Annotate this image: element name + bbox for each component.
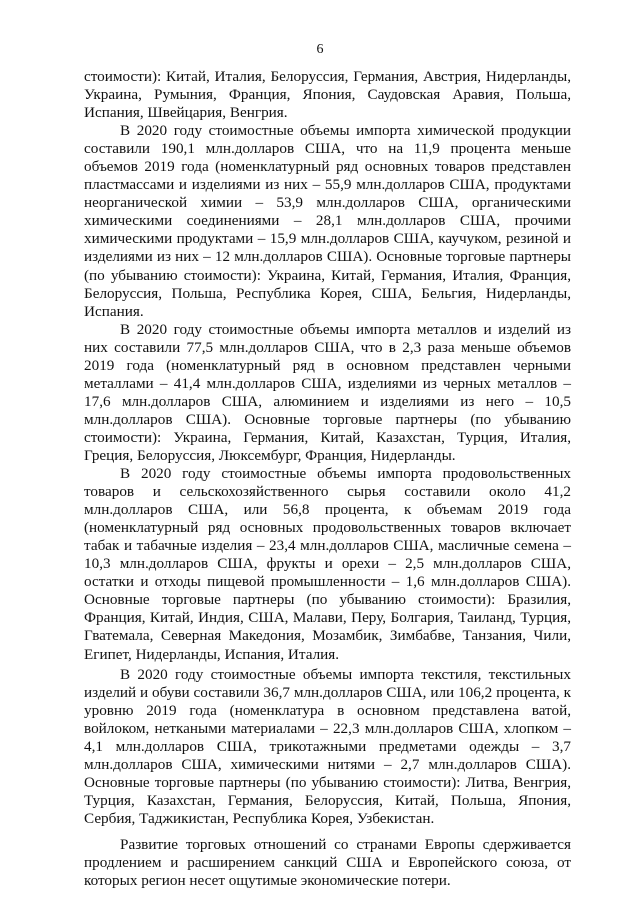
paragraph-food-imports: В 2020 году стоимостные объемы импорта продовольственных товаров и сельскохозяйственного сырья составили около 41,2 млн.долларов США, или 56,8 процента, к объемам 2019 года (номенклатурный ряд основных продовольственных товаров включает табак и табачные изделия – 23,4 млн.долларов США, масличные семена – 10,3 млн.долларов США, фрукты и орехи – 2,5 млн.долларов США, остатки и отходы пищевой промышленности – 1,6 млн.долларов США). Основные торговые партнеры (по убыванию стоимости): Бразилия, Франция, Китай, Индия, США, Малави, Перу, Болгария, Таиланд, Турция, Гватемала, Северная Македония, Мозамбик, Зимбабве, Танзания, Чили, Египет, Нидерланды, Испания, Италия. [84, 465, 571, 663]
page-number: 6 [316, 42, 324, 57]
paragraph-metal-imports: В 2020 году стоимостные объемы импорта металлов и изделий из них составили 77,5 млн.долларов США, что в 2,3 раза меньше объемов 2019 года (номенклатурный ряд в основном представлен черными металлами – 41,4 млн.долларов США, изделиями из черных металлов – 17,6 млн.долларов США, алюминием и изделиями из него – 10,5 млн.долларов США). Основные торговые партнеры (по убыванию стоимости): Украина, Германия, Китай, Казахстан, Турция, Италия, Греция, Белоруссия, Люксембург, Франция, Нидерланды. [84, 320, 571, 464]
paragraph-import-partners-continued: стоимости): Китай, Италия, Белоруссия, Германия, Австрия, Нидерланды, Украина, Румыния, Франция, Япония, Саудовская Аравия, Польша, Испания, Швейцария, Венгрия. [84, 68, 571, 122]
document-body [84, 68, 571, 890]
paragraph-textile-imports: В 2020 году стоимостные объемы импорта текстиля, текстильных изделий и обуви составили 36,7 млн.долларов США, или 106,2 процента, к уровню 2019 года (номенклатура в основном представлена ватой, войлоком, неткаными материалами – 22,3 млн.долларов США, хлопком – 4,1 млн.долларов США, трикотажными предметами одежды – 3,7 млн.долларов США, химическими нитями – 2,7 млн.долларов США). Основные торговые партнеры (по убыванию стоимости): Литва, Венгрия, Турция, Казахстан, Германия, Белоруссия, Китай, Польша, Япония, Сербия, Таджикистан, Республика Корея, Узбекистан. [84, 665, 571, 827]
paragraph-europe-trade: Развитие торговых отношений со странами Европы сдерживается продлением и расширением санкций США и Европейского союза, от которых регион несет ощутимые экономические потери. [84, 835, 571, 890]
paragraph-chemical-imports: В 2020 году стоимостные объемы импорта химической продукции составили 190,1 млн.долларов США, что на 11,9 процента меньше объемов 2019 года (номенклатурный ряд основных товаров представлен пластмассами и изделиями из них – 55,9 млн.долларов США, продуктами неорганической химии – 53,9 млн.долларов США, органическими химическими соединениями – 28,1 млн.долларов США, прочими химическими продуктами – 15,9 млн.долларов США, каучуком, резиной и изделиями из них – 12 млн.долларов США). Основные торговые партнеры (по убыванию стоимости): Украина, Китай, Германия, Италия, Франция, Белоруссия, Польша, Республика Корея, США, Бельгия, Нидерланды, Испания. [84, 122, 571, 320]
